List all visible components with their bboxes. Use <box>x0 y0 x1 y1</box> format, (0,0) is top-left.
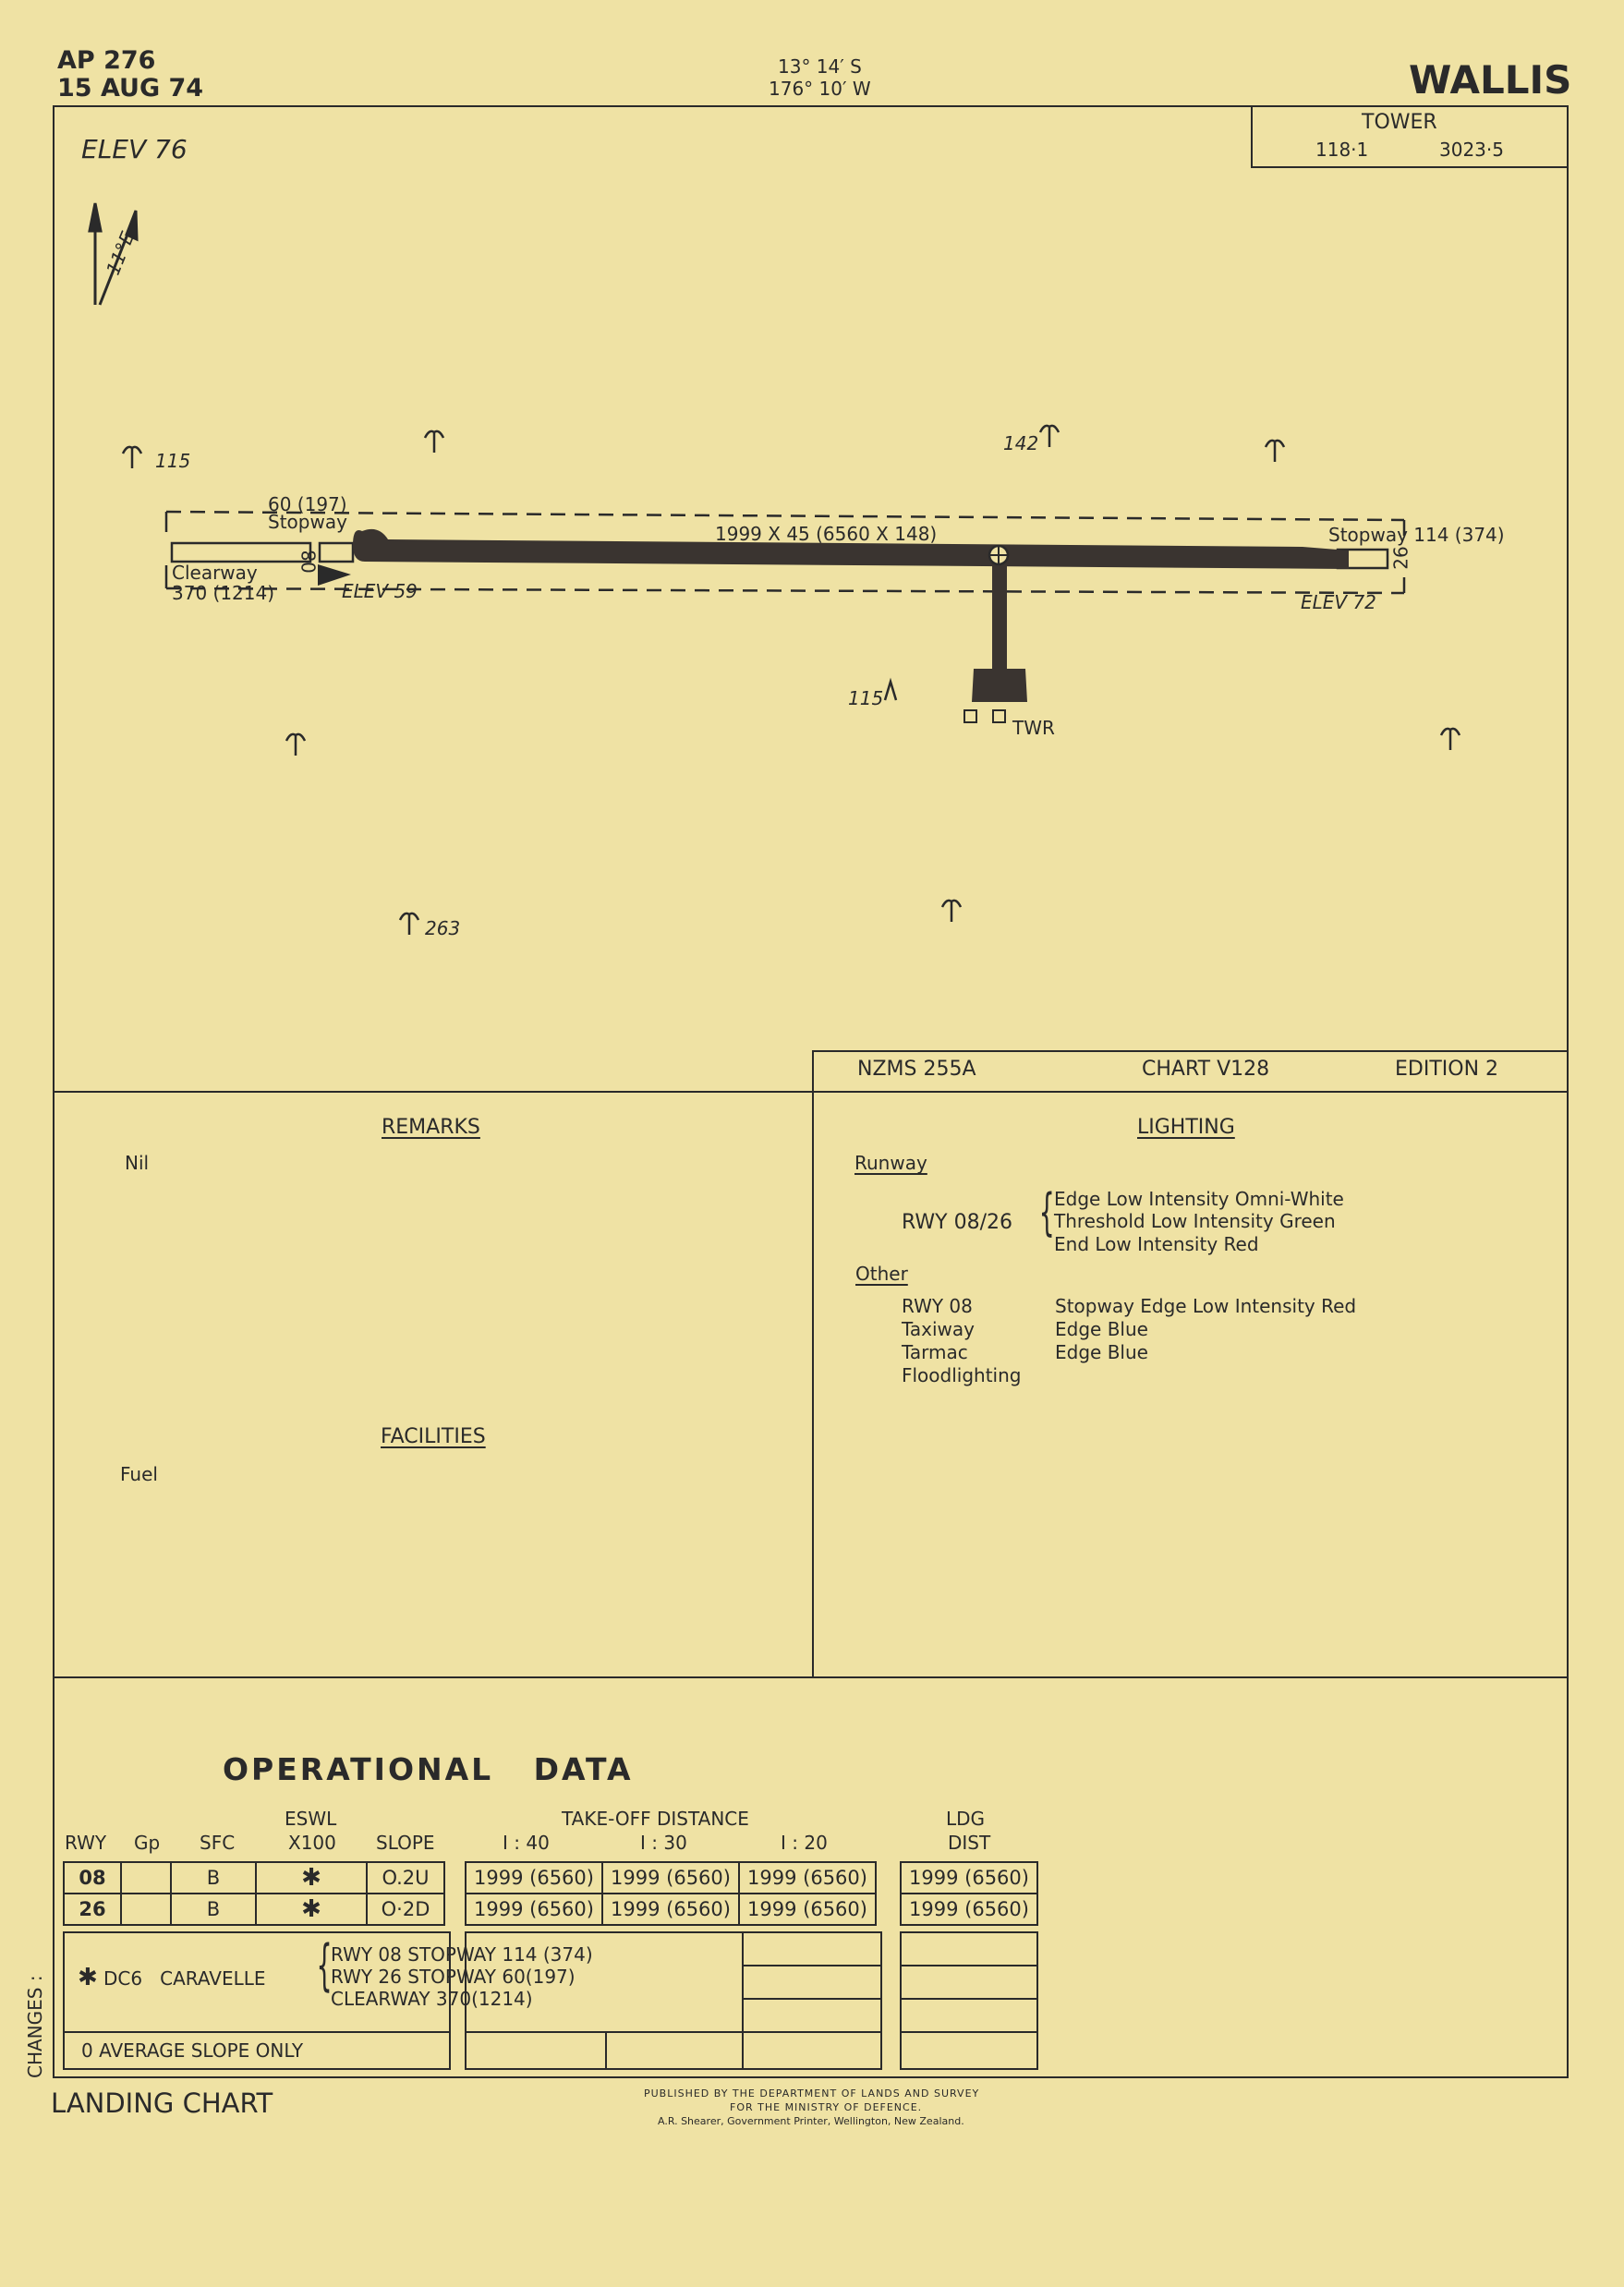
tod-30-cell: 1999 (6560) <box>602 1862 739 1894</box>
table-row <box>466 1894 876 1925</box>
elevation-east: ELEV 72 <box>1301 591 1376 613</box>
airport-title: WALLIS <box>1409 57 1572 103</box>
changes-label: CHANGES : <box>24 1975 46 2078</box>
latitude: 13° 14′ S <box>778 55 862 78</box>
palm-tree-icon <box>1441 729 1460 750</box>
building-icon <box>993 710 1005 722</box>
eswl-cell: ✱ <box>256 1862 367 1894</box>
sfc-cell: B <box>171 1894 256 1925</box>
table-row <box>901 1862 1037 1894</box>
remarks-heading: REMARKS <box>382 1116 480 1139</box>
gp-cell <box>121 1894 171 1925</box>
sfc-cell: B <box>171 1862 256 1894</box>
lighting-runway-item: Threshold Low Intensity Green <box>1054 1210 1336 1232</box>
tower-freq-vhf: 118·1 <box>1315 139 1369 161</box>
tower-label-map: TWR <box>1012 717 1055 739</box>
slope-cell: O.2U <box>367 1862 444 1894</box>
ops-header-ratio-40: I : 40 <box>503 1832 550 1854</box>
facilities-text: Fuel <box>120 1463 158 1485</box>
palm-tree-icon <box>942 901 961 922</box>
tod-40-cell: 1999 (6560) <box>466 1894 602 1925</box>
brace-icon: { <box>316 1933 333 1998</box>
lighting-other-label: Tarmac <box>902 1341 968 1363</box>
ops-title: OPERATIONAL DATA <box>223 1751 634 1787</box>
rwy-cell: 26 <box>64 1894 121 1925</box>
lighting-other-value: Edge Blue <box>1055 1341 1148 1363</box>
palm-tree-icon <box>286 734 305 756</box>
table-row <box>901 1894 1037 1925</box>
ldg-cell: 1999 (6560) <box>901 1862 1037 1894</box>
ap-number: AP 276 <box>57 46 156 75</box>
slope-note: 0 AVERAGE SLOPE ONLY <box>81 2039 304 2062</box>
table-row <box>64 1894 444 1925</box>
runway-26-label: 26 <box>1389 546 1412 570</box>
palm-tree-icon <box>1266 441 1284 462</box>
obstacle-height: 263 <box>425 917 461 939</box>
ops-takeoff-table <box>465 1861 877 1926</box>
elevation-west: ELEV 59 <box>342 580 418 602</box>
note-star: ✱ <box>78 1964 98 1991</box>
ops-header-rwy: RWY <box>65 1832 107 1854</box>
publisher-line: FOR THE MINISTRY OF DEFENCE. <box>730 2101 923 2113</box>
ldg-cell: 1999 (6560) <box>901 1894 1037 1925</box>
clearway-west <box>172 543 310 562</box>
note-aircraft: DC6 CARAVELLE <box>103 1967 266 1990</box>
lighting-runway-item: End Low Intensity Red <box>1054 1233 1259 1255</box>
palm-tree-icon <box>400 914 418 935</box>
slope-cell: O·2D <box>367 1894 444 1925</box>
lighting-other-label: Taxiway <box>902 1318 976 1340</box>
west-stopway-label: Stopway <box>268 511 347 533</box>
lighting-runway-heading: Runway <box>854 1152 927 1174</box>
ops-header-dist: DIST <box>948 1832 991 1854</box>
gp-cell <box>121 1862 171 1894</box>
lighting-other-label: RWY 08 <box>902 1295 973 1317</box>
table-row <box>466 1862 876 1894</box>
lighting-runway-label: RWY 08/26 <box>902 1211 1012 1234</box>
nzms-number: NZMS 255A <box>857 1058 976 1081</box>
palm-tree-icon <box>425 431 443 453</box>
ops-landing-table <box>900 1861 1038 1926</box>
tod-20-cell: 1999 (6560) <box>739 1894 876 1925</box>
tower-freq-hf: 3023·5 <box>1439 139 1504 161</box>
ops-header-ratio-20: I : 20 <box>781 1832 828 1854</box>
ops-header-sfc: SFC <box>200 1832 236 1854</box>
runway-08-label: 08 <box>297 550 321 574</box>
lighting-other-value: Edge Blue <box>1055 1318 1148 1340</box>
magnetic-variation: 11°E <box>102 228 139 278</box>
building-icon <box>964 710 976 722</box>
longitude: 176° 10′ W <box>769 78 871 100</box>
eswl-cell: ✱ <box>256 1894 367 1925</box>
edition: EDITION 2 <box>1395 1058 1499 1081</box>
publisher-line: PUBLISHED BY THE DEPARTMENT OF LANDS AND SURVEY <box>644 2087 980 2099</box>
palm-tree-icon <box>123 447 141 468</box>
ops-header-slope: SLOPE <box>376 1832 435 1854</box>
ops-header-eswl: ESWL <box>285 1808 337 1830</box>
east-stopway: Stopway 114 (374) <box>1328 524 1505 546</box>
publisher-line: A.R. Shearer, Government Printer, Wellington, New Zealand. <box>658 2115 964 2127</box>
ops-runway-table <box>63 1861 445 1926</box>
rwy-cell: 08 <box>64 1862 121 1894</box>
clearway-label: Clearway <box>172 562 258 584</box>
facilities-heading: FACILITIES <box>381 1425 486 1448</box>
landing-chart-label: LANDING CHART <box>51 2087 273 2119</box>
ops-header-x100: X100 <box>288 1832 336 1854</box>
stopway-west <box>320 543 353 562</box>
ldg-blank-box <box>900 1931 1038 2070</box>
lighting-other-value: Stopway Edge Low Intensity Red <box>1055 1295 1357 1317</box>
taxiway <box>972 563 1027 702</box>
tod-30-cell: 1999 (6560) <box>602 1894 739 1925</box>
tod-40-cell: 1999 (6560) <box>466 1862 602 1894</box>
note-line: CLEARWAY 370(1214) <box>331 1988 533 2010</box>
runway-dimensions: 1999 X 45 (6560 X 148) <box>715 523 938 545</box>
lighting-heading: LIGHTING <box>1137 1116 1235 1139</box>
lighting-other-heading: Other <box>855 1263 908 1285</box>
chart-number: CHART V128 <box>1142 1058 1270 1081</box>
brace-icon: { <box>1038 1183 1055 1241</box>
note-line: RWY 08 STOPWAY 114 (374) <box>331 1943 593 1966</box>
table-row <box>64 1862 444 1894</box>
west-stopway-distance: 60 (197) <box>268 493 347 515</box>
chart-date: 15 AUG 74 <box>57 74 204 103</box>
obstacle-height: 142 <box>1003 432 1039 454</box>
obstacle-height: 115 <box>155 450 191 472</box>
obstacle-icon <box>885 682 896 700</box>
clearway-distance: 370 (1214) <box>172 582 275 604</box>
lighting-other-label: Floodlighting <box>902 1364 1022 1386</box>
tower-label: TOWER <box>1362 111 1437 134</box>
note-line: RWY 26 STOPWAY 60(197) <box>331 1966 576 1988</box>
ops-header-gp: Gp <box>134 1832 161 1854</box>
ops-header-tod: TAKE-OFF DISTANCE <box>562 1808 749 1830</box>
tod-20-cell: 1999 (6560) <box>739 1862 876 1894</box>
lighting-runway-item: Edge Low Intensity Omni-White <box>1054 1188 1344 1210</box>
ops-header-ratio-30: I : 30 <box>640 1832 687 1854</box>
aerodrome-elevation: ELEV 76 <box>81 134 188 164</box>
ops-header-ldg: LDG <box>946 1808 986 1830</box>
remarks-text: Nil <box>125 1152 150 1174</box>
palm-tree-icon <box>1040 426 1059 447</box>
obstacle-height: 115 <box>848 687 884 709</box>
